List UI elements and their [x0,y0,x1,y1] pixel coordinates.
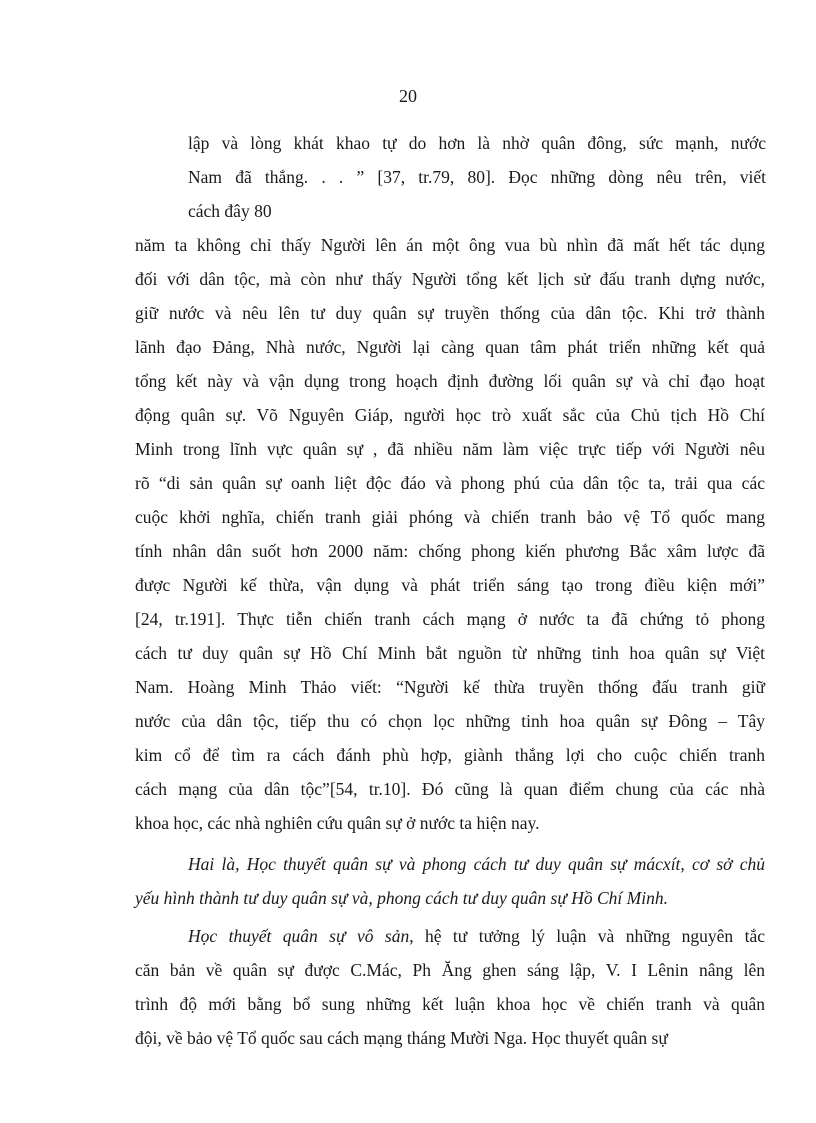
paragraph2-line-2: căn bản về quân sự được C.Mác, Ph Ăng ghen sáng lập, V. I Lênin nâng lên [135,960,765,980]
paragraph1-line-5: tổng kết này và vận dụng trong hoạch định đường lối quân sự và chỉ đạo hoạt [135,371,765,391]
paragraph1-line-14: Nam. Hoàng Minh Thảo viết: “Người kế thừa truyền thống đấu tranh giữ [135,677,765,697]
paragraph1-line-2: đối với dân tộc, mà còn như thấy Người tổng kết lịch sử đấu tranh dựng nước, [135,269,765,289]
quote-line-2: Nam đã thắng. . . ” [37, tr.79, 80]. Đọc những dòng nêu trên, viết [188,167,766,187]
paragraph1-line-7: Minh trong lĩnh vực quân sự , đã nhiều năm làm việc trực tiếp với Người nêu [135,439,765,459]
paragraph1-line-8: rõ “di sản quân sự oanh liệt độc đáo và phong phú của dân tộc ta, trải qua các [135,473,765,493]
paragraph2-line-3: trình độ mới bằng bổ sung những kết luận khoa học về chiến tranh và quân [135,994,765,1014]
quote-line-1: lập và lòng khát khao tự do hơn là nhờ quân đông, sức mạnh, nước [188,133,766,153]
quote-line-3: cách đây 80 [188,201,272,221]
paragraph2-lead-term: Học thuyết quân sự vô sản [188,926,410,946]
paragraph1-line-6: động quân sự. Võ Nguyên Giáp, người học trò xuất sắc của Chủ tịch Hồ Chí [135,405,765,425]
paragraph2-line-1 [188,925,765,947]
paragraph1-line-18: khoa học, các nhà nghiên cứu quân sự ở nước ta hiện nay. [135,813,540,833]
paragraph1-line-17: cách mạng của dân tộc”[54, tr.10]. Đó cũng là quan điểm chung của các nhà [135,779,765,799]
paragraph1-line-4: lãnh đạo Đảng, Nhà nước, Người lại càng quan tâm phát triển những kết quả [135,337,765,357]
paragraph1-line-15: nước của dân tộc, tiếp thu có chọn lọc những tinh hoa quân sự Đông – Tây [135,711,765,731]
paragraph1-line-9: cuộc khởi nghĩa, chiến tranh giải phóng và chiến tranh bảo vệ Tổ quốc mang [135,507,765,527]
paragraph1-line-12: [24, tr.191]. Thực tiễn chiến tranh cách mạng ở nước ta đã chứng tỏ phong [135,609,765,629]
section-heading-line-2: yếu hình thành tư duy quân sự và, phong cách tư duy quân sự Hồ Chí Minh. [135,888,668,908]
section-heading-line-1: Hai là, Học thuyết quân sự và phong cách tư duy quân sự mácxít, cơ sở chủ [188,854,765,874]
paragraph1-line-3: giữ nước và nêu lên tư duy quân sự truyền thống của dân tộc. Khi trở thành [135,303,765,323]
paragraph2-line-4: đội, về bảo vệ Tổ quốc sau cách mạng tháng Mười Nga. Học thuyết quân sự [135,1028,668,1048]
paragraph1-line-1: năm ta không chỉ thấy Người lên án một ông vua bù nhìn đã mất hết tác dụng [135,235,765,255]
paragraph1-line-13: cách tư duy quân sự Hồ Chí Minh bắt nguồn từ những tinh hoa quân sự Việt [135,643,765,663]
page-number: 20 [399,86,417,106]
paragraph2-lead-rest: , hệ tư tưởng lý luận và những nguyên tắc [409,926,765,946]
paragraph1-line-10: tính nhân dân suốt hơn 2000 năm: chống phong kiến phương Bắc xâm lược đã [135,541,765,561]
paragraph1-line-16: kim cổ để tìm ra cách đánh phù hợp, giành thắng lợi cho cuộc chiến tranh [135,745,765,765]
paragraph1-line-11: được Người kế thừa, vận dụng và phát triển sáng tạo trong điều kiện mới” [135,575,765,595]
